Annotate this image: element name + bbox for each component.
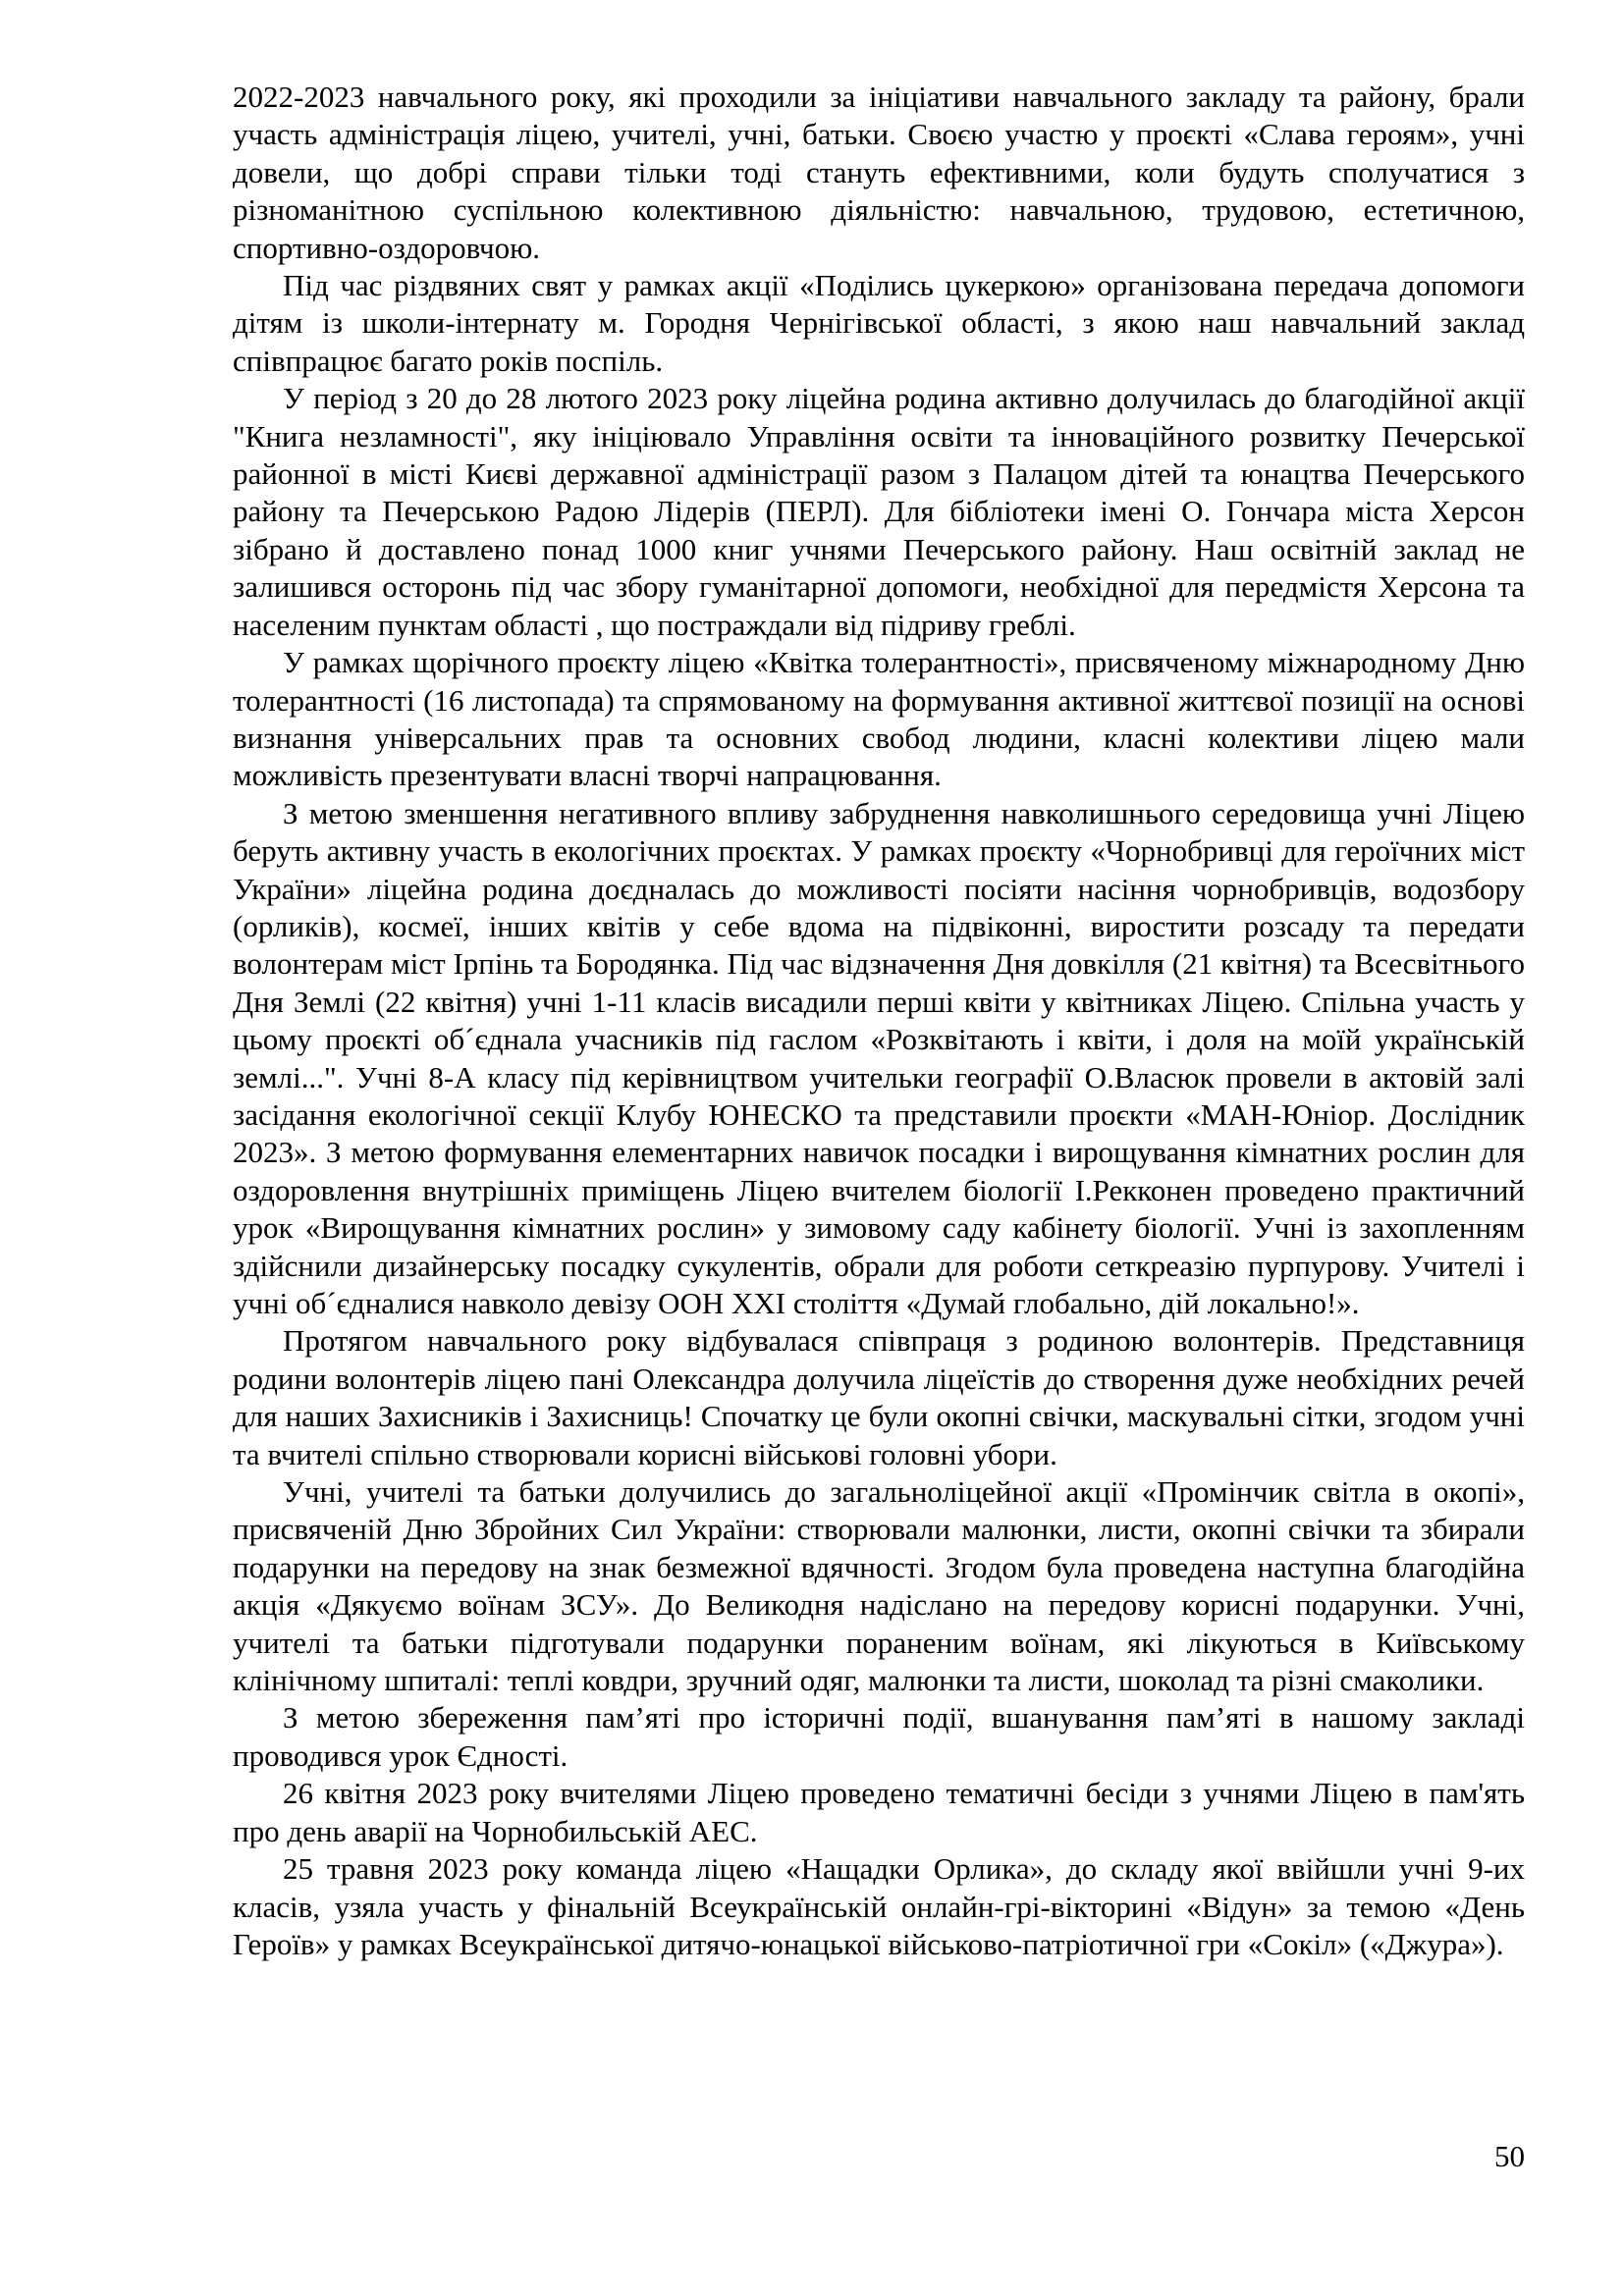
paragraph-podilys-tsukerkoiu: Під час різдвяних свят у рамках акції «Поділись цукеркою» організована передача допомоги дітям із школи-інтернату м. Городня Чернігівської області, з якою наш навчальний заклад співпрацює багато років поспіль. (233, 268, 1525, 378)
paragraph-prominchyk-svitla: Учні, учителі та батьки долучились до загальноліцейної акції «Промінчик світла в окопі», присвяченій Дню Збройних Сил України: створювали малюнки, листи, окопні свічки та збирали подарунки на передову на знак безмежної вдячності. Згодом була проведена наступна благодійна акція «Дякуємо воїнам ЗСУ». До Великодня надіслано на передову корисні подарунки. Учні, учителі та батьки підготували подарунки пораненим воїнам, які лікуються в Київському клінічному шпиталі: теплі ковдри, зручний одяг, малюнки та листи, шоколад та різні смаколики. (233, 1474, 1525, 1698)
paragraph-volunteers: Протягом навчального року відбувалася співпраця з родиною волонтерів. Представниця родини волонтерів ліцею пані Олександра долучила ліцеїстів до створення дуже необхідних речей для наших Захисників і Захисниць! Спочатку це були окопні свічки, маскувальні сітки, згодом учні та вчителі спільно створювали корисні військові головні убори. (233, 1323, 1525, 1471)
body-text (233, 79, 1525, 1963)
paragraph-ecology-projects: З метою зменшення негативного впливу забруднення навколишнього середовища учні Ліцею беруть активну участь в екологічних проєктах. У рамках проєкту «Чорнобривці для героїчних міст України» ліцейна родина доєдналась до можливості посіяти насіння чорнобривців, водозбору (орликів), космеї, інших квітів у себе вдома на підвіконні, виростити розсаду та передати волонтерам міст Ірпінь та Бородянка. Під час відзначення Дня довкілля (21 квітня) та Всесвітнього Дня Землі (22 квітня) учні 1-11 класів висадили перші квіти у квітниках Ліцею. Спільна участь у цьому проєкті об´єднала учасників під гаслом «Розквітають і квіти, і доля на моїй українській землі...". Учні 8-А класу під керівництвом учительки географії О.Власюк провели в актовій залі засідання екологічної секції Клубу ЮНЕСКО та представили проєкти «МАН-Юніор. Дослідник 2023». З метою формування елементарних навичок посадки і вирощування кімнатних рослин для оздоровлення внутрішніх приміщень Ліцею вчителем біології І.Рекконен проведено практичний урок «Вирощування кімнатних рослин» у зимовому саду кабінету біології. Учні із захопленням здійснили дизайнерську посадку сукулентів, обрали для роботи сеткреазію пурпурову. Учителі і учні об´єдналися навколо девізу ООН XXI століття «Думай глобально, дій локально!». (233, 795, 1525, 1320)
paragraph-nashchadky-orlyka: 25 травня 2023 року команда ліцею «Нащадки Орлика», до складу якої ввійшли учні 9-их класів, узяла участь у фінальній Всеукраїнській онлайн-грі-вікторині «Відун» за темою «День Героїв» у рамках Всеукраїнської дитячо-юнацької військово-патріотичної гри «Сокіл» («Джура»). (233, 1851, 1525, 1961)
paragraph-slava-heroiam: 2022-2023 навчального року, які проходили за ініціативи навчального закладу та району, брали участь адміністрація ліцею, учителі, учні, батьки. Своєю участю у проєкті «Слава героям», учні довели, що добрі справи тільки тоді стануть ефективними, коли будуть сполучатися з різноманітною суспільною колективною діяльністю: навчальною, трудовою, естетичною, спортивно-оздоровчою. (233, 80, 1525, 265)
paragraph-kvitka-tolerantnosti: У рамках щорічного проєкту ліцею «Квітка толерантності», присвяченому міжнародному Дню толерантності (16 листопада) та спрямованому на формування активної життєвої позиції на основі визнання універсальних прав та основних свобод людини, класні колективи ліцею мали можливість презентувати власні творчі напрацювання. (233, 645, 1525, 793)
paragraph-chornobyl-memory: 26 квітня 2023 року вчителями Ліцею проведено тематичні бесіди з учнями Ліцею в пам'ять про день аварії на Чорнобильській АЕС. (233, 1776, 1525, 1848)
paragraph-urok-yednosti: З метою збереження пам’яті про історичні події, вшанування пам’яті в нашому закладі проводився урок Єдності. (233, 1700, 1525, 1773)
page-number: 50 (1494, 2139, 1525, 2173)
paragraph-knyha-nezlamnosti: У період з 20 до 28 лютого 2023 року ліцейна родина активно долучилась до благодійної акції "Книга незламності", яку ініціювало Управління освіти та інноваційного розвитку Печерської районної в місті Києві державної адміністрації разом з Палацом дітей та юнацтва Печерського району та Печерською Радою Лідерів (ПЕРЛ). Для бібліотеки імені О. Гончара міста Херсон зібрано й доставлено понад 1000 книг учнями Печерського району. Наш освітній заклад не залишився осторонь під час збору гуманітарної допомоги, необхідної для передмістя Херсона та населеним пунктам області , що постраждали від підриву греблі. (233, 381, 1525, 642)
